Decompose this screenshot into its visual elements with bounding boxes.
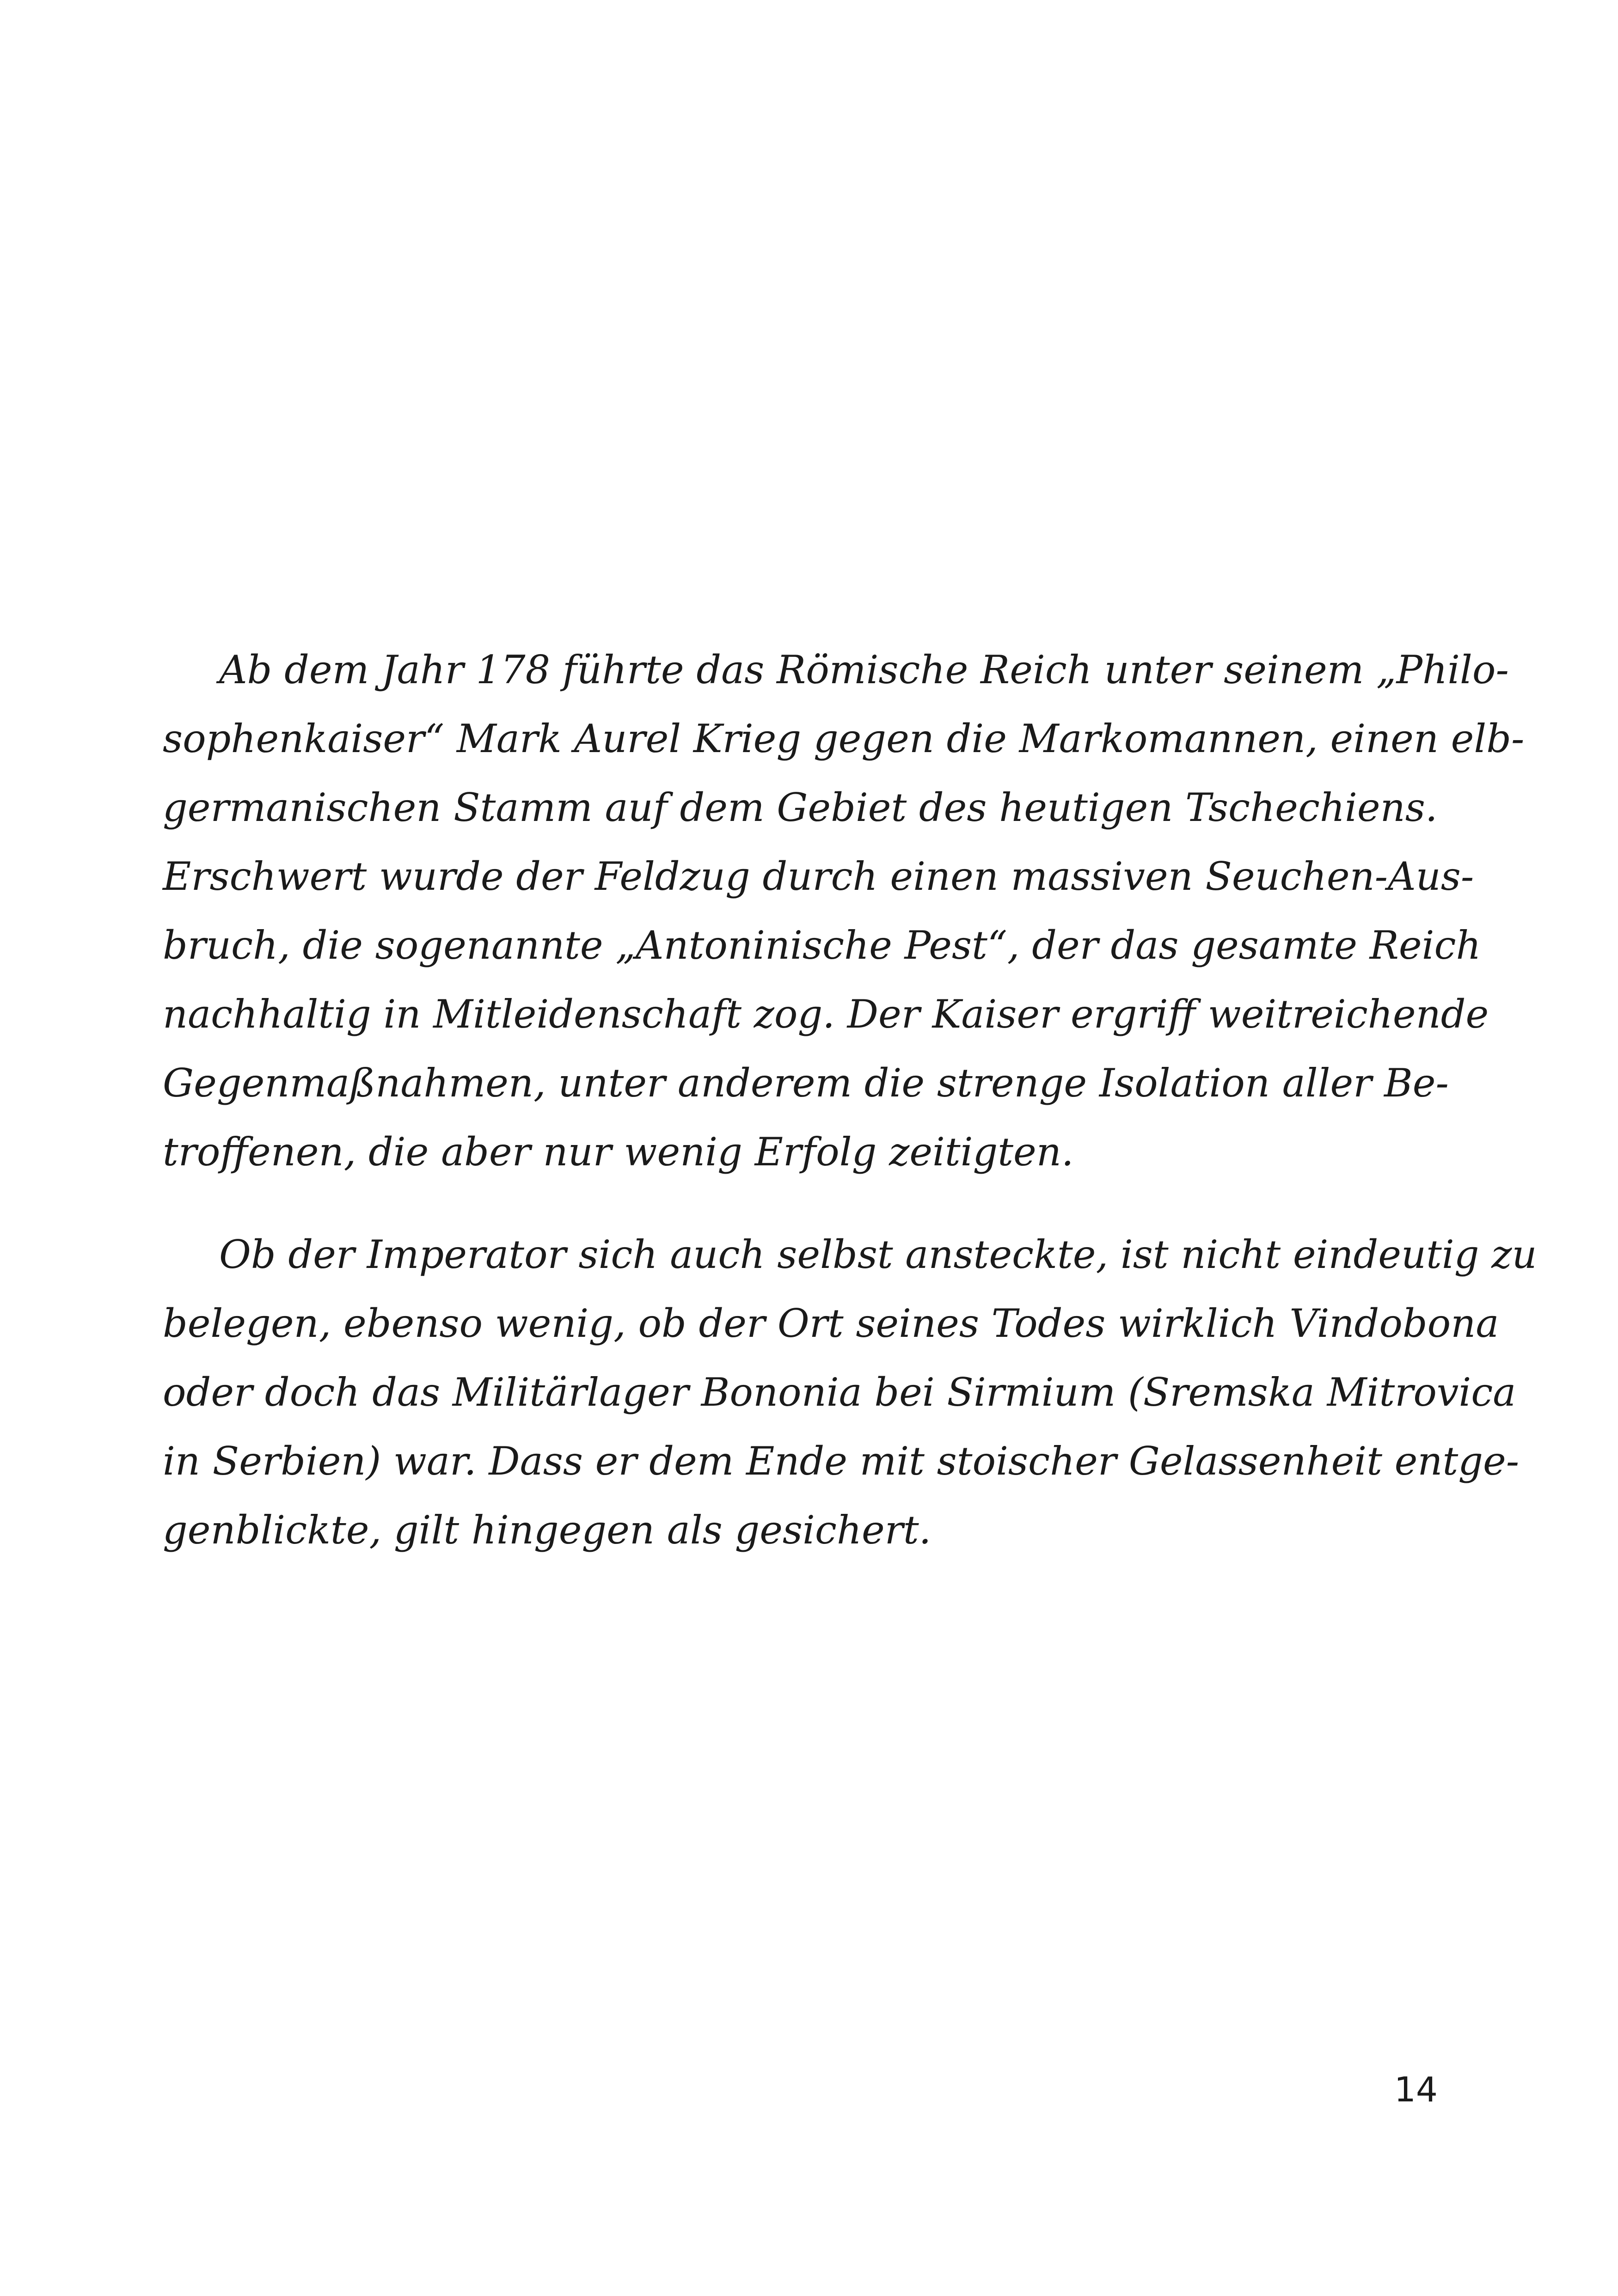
text-line: oder doch das Militärlager Bononia bei Sirmium (Sremska Mitrovica xyxy=(163,1370,1516,1415)
text-line: Ob der Imperator sich auch selbst ansteckte, ist nicht eindeutig zu xyxy=(219,1232,1537,1277)
text-line: Ab dem Jahr 178 führte das Römische Reich unter seinem „Philo- xyxy=(219,647,1509,692)
text-line: sophenkaiser“ Mark Aurel Krieg gegen die Markomannen, einen elb- xyxy=(163,716,1525,761)
text-line: belegen, ebenso wenig, ob der Ort seines Todes wirklich Vindobona xyxy=(163,1301,1499,1346)
text-line: bruch, die sogenannte „Antoninische Pest“, der das gesamte Reich xyxy=(163,923,1481,968)
paragraph-1 xyxy=(163,636,1525,1187)
text-line: nachhaltig in Mitleidenschaft zog. Der Kaiser ergriff weitreichende xyxy=(163,992,1489,1037)
text-line: troffenen, die aber nur wenig Erfolg zeitigten. xyxy=(163,1129,1074,1175)
text-line: germanischen Stamm auf dem Gebiet des heutigen Tschechiens. xyxy=(163,785,1438,830)
text-line: Erschwert wurde der Feldzug durch einen massiven Seuchen-Aus- xyxy=(163,854,1474,899)
paragraph-2 xyxy=(163,1220,1537,1565)
text-line: in Serbien) war. Dass er dem Ende mit stoischer Gelassenheit entge- xyxy=(163,1439,1520,1484)
text-line: genblickte, gilt hingegen als gesichert. xyxy=(163,1507,932,1553)
page-number: 14 xyxy=(1394,2070,1438,2110)
text-line: Gegenmaßnahmen, unter anderem die strenge Isolation aller Be- xyxy=(163,1060,1449,1106)
